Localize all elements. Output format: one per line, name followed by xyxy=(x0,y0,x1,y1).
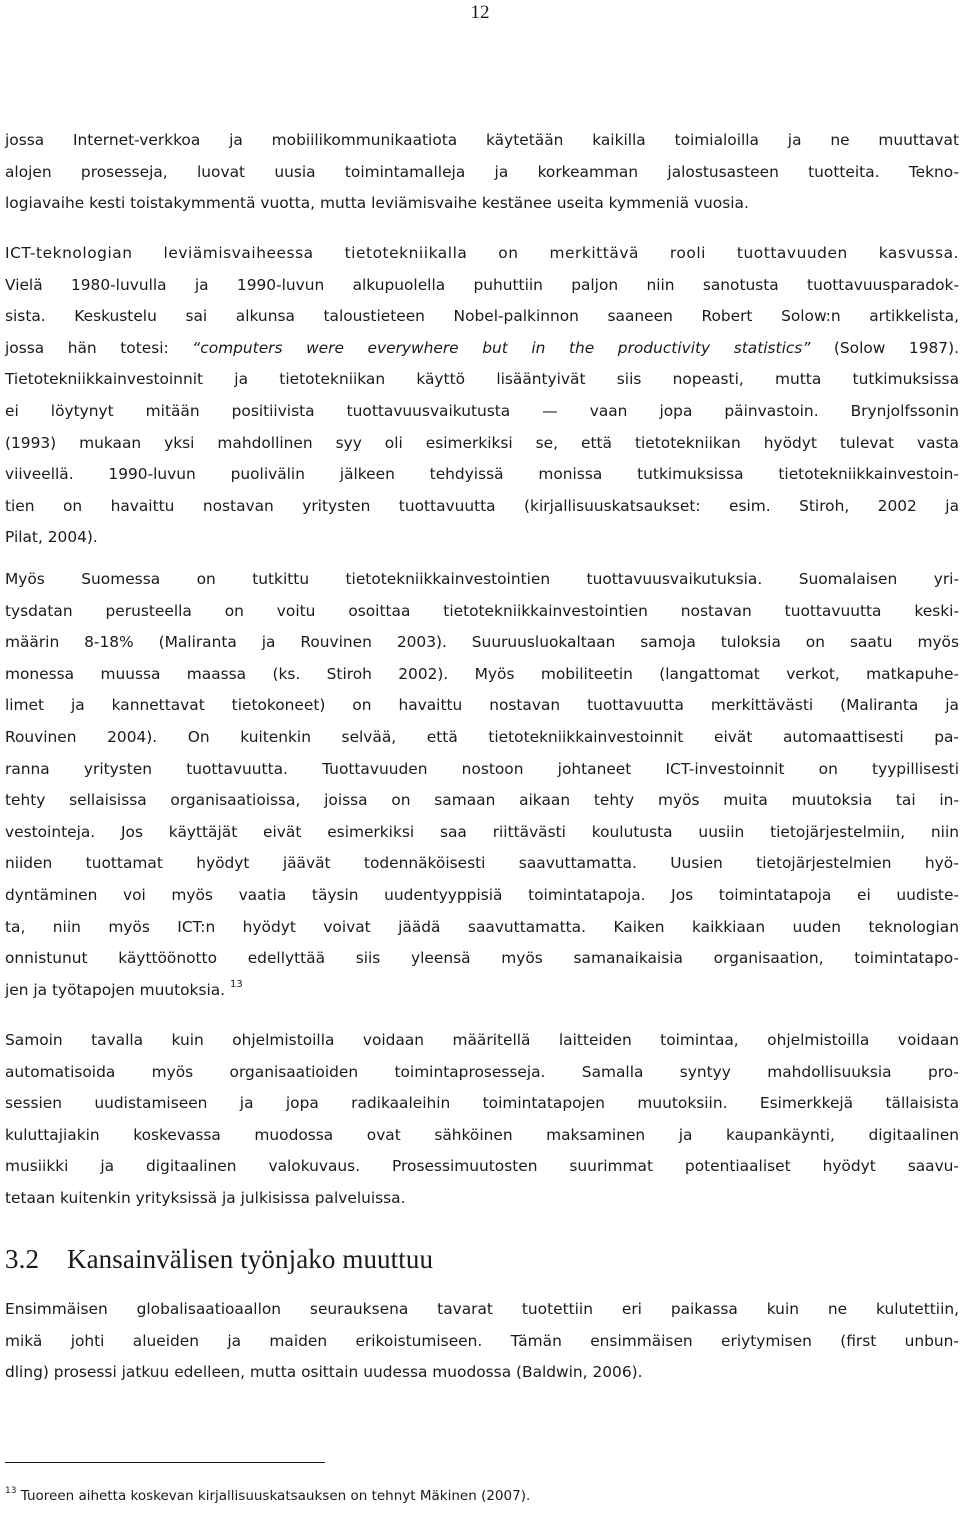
text-line: tetaan kuitenkin yrityksissä ja julkisissa palveluissa. xyxy=(5,1188,406,1207)
text-line: jossa Internet-verkkoa ja mobiilikommunikaatiota käytetään kaikilla toimialoilla ja ne muuttavat xyxy=(5,131,959,149)
text-line: ranna yritysten tuottavuutta. Tuottavuuden nostoon johtaneet ICT-investoinnit on tyypillisesti xyxy=(5,759,959,778)
text-line: Ensimmäisen globalisaatioaallon seurauksena tavarat tuotettiin eri paikassa kuin ne kulutettiin, xyxy=(5,1300,959,1318)
text-line: tien on havaittu nostavan yritysten tuottavuutta (kirjallisuuskatsaukset: esim. Stiroh, 2002 ja xyxy=(5,496,959,515)
section-number: 3.2 xyxy=(5,1244,40,1274)
text-line: määrin 8-18% (Maliranta ja Rouvinen 2003). Suuruusluokaltaan samoja tuloksia on saatu myös xyxy=(5,633,959,652)
body-paragraph xyxy=(5,238,959,554)
section-title: Kansainvälisen työnjako muuttuu xyxy=(67,1244,434,1274)
text-line: kuluttajiakin koskevassa muodossa ovat sähköinen maksaminen ja kaupankäynti, digitaalinen xyxy=(5,1125,959,1144)
solow-quote: “computers were everywhere but in the productivity statistics” xyxy=(192,338,811,357)
page-number: 12 xyxy=(470,2,490,23)
section-heading xyxy=(5,1244,433,1275)
text-line: ICT-teknologian leviämisvaiheessa tietotekniikalla on merkittävä rooli tuottavuuden kasvussa. xyxy=(5,244,959,262)
text-line: (1993) mukaan yksi mahdollinen syy oli esimerkiksi se, että tietotekniikan hyödyt tulevat vasta xyxy=(5,433,959,452)
body-paragraph xyxy=(5,564,959,1006)
text-line: dyntäminen voi myös vaatia täysin uudentyyppisiä toimintatapoja. Jos toimintatapoja ei uudiste- xyxy=(5,885,959,904)
text-line: Samoin tavalla kuin ohjelmistoilla voidaan määritellä laitteiden toimintaa, ohjelmistoilla voidaan xyxy=(5,1031,959,1049)
text-fragment: (Solow 1987). xyxy=(810,338,959,357)
footnote-marker: 13 xyxy=(5,1486,17,1496)
text-line: Tietotekniikkainvestoinnit ja tietotekniikan käyttö lisääntyivät siis nopeasti, mutta tutkimuksissa xyxy=(5,370,959,389)
text-line: musiikki ja digitaalinen valokuvaus. Prosessimuutosten suurimmat potentiaaliset hyödyt saavu- xyxy=(5,1157,959,1176)
text-line: monessa muussa maassa (ks. Stiroh 2002). Myös mobiliteetin (langattomat verkot, matkapuhe- xyxy=(5,664,959,683)
text-line: ta, niin myös ICT:n hyödyt voivat jäädä saavuttamatta. Kaiken kaikkiaan uuden teknologian xyxy=(5,917,959,936)
body-paragraph xyxy=(5,1294,959,1389)
text-line: Rouvinen 2004). On kuitenkin selvää, että tietotekniikkainvestoinnit eivät automaattisesti pa- xyxy=(5,727,959,746)
text-line: vestointeja. Jos käyttäjät eivät esimerkiksi saa riittävästi koulutusta uusiin tietojärjestelmiin, niin xyxy=(5,822,959,841)
text-line: Vielä 1980-luvulla ja 1990-luvun alkupuolella puhuttiin paljon niin sanotusta tuottavuusparadok- xyxy=(5,275,959,294)
text-line: tysdatan perusteella on voitu osoittaa tietotekniikkainvestointien nostavan tuottavuutta keski- xyxy=(5,601,959,620)
footnote-reference[interactable]: 13 xyxy=(229,978,243,990)
body-paragraph xyxy=(5,1025,959,1215)
text-line: ei löytynyt mitään positiivista tuottavuusvaikutusta — vaan jopa päinvastoin. Brynjolfssonin xyxy=(5,401,959,420)
text-line: Pilat, 2004). xyxy=(5,528,98,547)
text-fragment: jossa hän totesi: xyxy=(5,338,193,357)
text-line: mikä johti alueiden ja maiden erikoistumiseen. Tämän ensimmäisen eriytymisen (first unbun- xyxy=(5,1331,959,1350)
text-line: logiavaihe kesti toistakymmentä vuotta, mutta leviämisvaihe kestänee useita kymmeniä vuosia. xyxy=(5,194,749,213)
footnote xyxy=(5,1488,530,1504)
text-line-with-quote xyxy=(5,333,959,365)
text-line: tehty sellaisissa organisaatioissa, joissa on samaan aikaan tehty myös muita muutoksia tai in- xyxy=(5,791,959,810)
text-line: sista. Keskustelu sai alkunsa taloustieteen Nobel-palkinnon saaneen Robert Solow:n artikkelista, xyxy=(5,307,959,326)
text-line: automatisoida myös organisaatioiden toimintaprosesseja. Samalla syntyy mahdollisuuksia pro- xyxy=(5,1062,959,1081)
text-line: Myös Suomessa on tutkittu tietotekniikkainvestointien tuottavuusvaikutuksia. Suomalaisen yri- xyxy=(5,570,959,588)
text-line: alojen prosesseja, luovat uusia toimintamalleja ja korkeamman jalostusasteen tuotteita. Tekno- xyxy=(5,162,959,181)
text-line: viiveellä. 1990-luvun puolivälin jälkeen tehdyissä monissa tutkimuksissa tietotekniikkainvestoin- xyxy=(5,465,959,484)
text-line: onnistunut käyttöönotto edellyttää siis yleensä myös samanaikaisia organisaation, toimintatapo- xyxy=(5,949,959,968)
text-line: sessien uudistamiseen ja jopa radikaaleihin toimintatapojen muutoksiin. Esimerkkejä tällaisista xyxy=(5,1094,959,1113)
footnote-text: Tuoreen aihetta koskevan kirjallisuuskatsauksen on tehnyt Mäkinen (2007). xyxy=(20,1488,531,1504)
text-fragment: jen ja työtapojen muutoksia. xyxy=(5,980,226,999)
text-line: niiden tuottamat hyödyt jäävät todennäköisesti saavuttamatta. Uusien tietojärjestelmien hyö- xyxy=(5,854,959,873)
text-line: dling) prosessi jatkuu edelleen, mutta osittain uudessa muodossa (Baldwin, 2006). xyxy=(5,1363,643,1382)
body-paragraph xyxy=(5,125,959,220)
text-line: limet ja kannettavat tietokoneet) on havaittu nostavan tuottavuutta merkittävästi (Maliranta ja xyxy=(5,696,959,715)
text-line-with-footnote-ref xyxy=(5,975,959,1007)
footnote-divider xyxy=(5,1462,325,1463)
